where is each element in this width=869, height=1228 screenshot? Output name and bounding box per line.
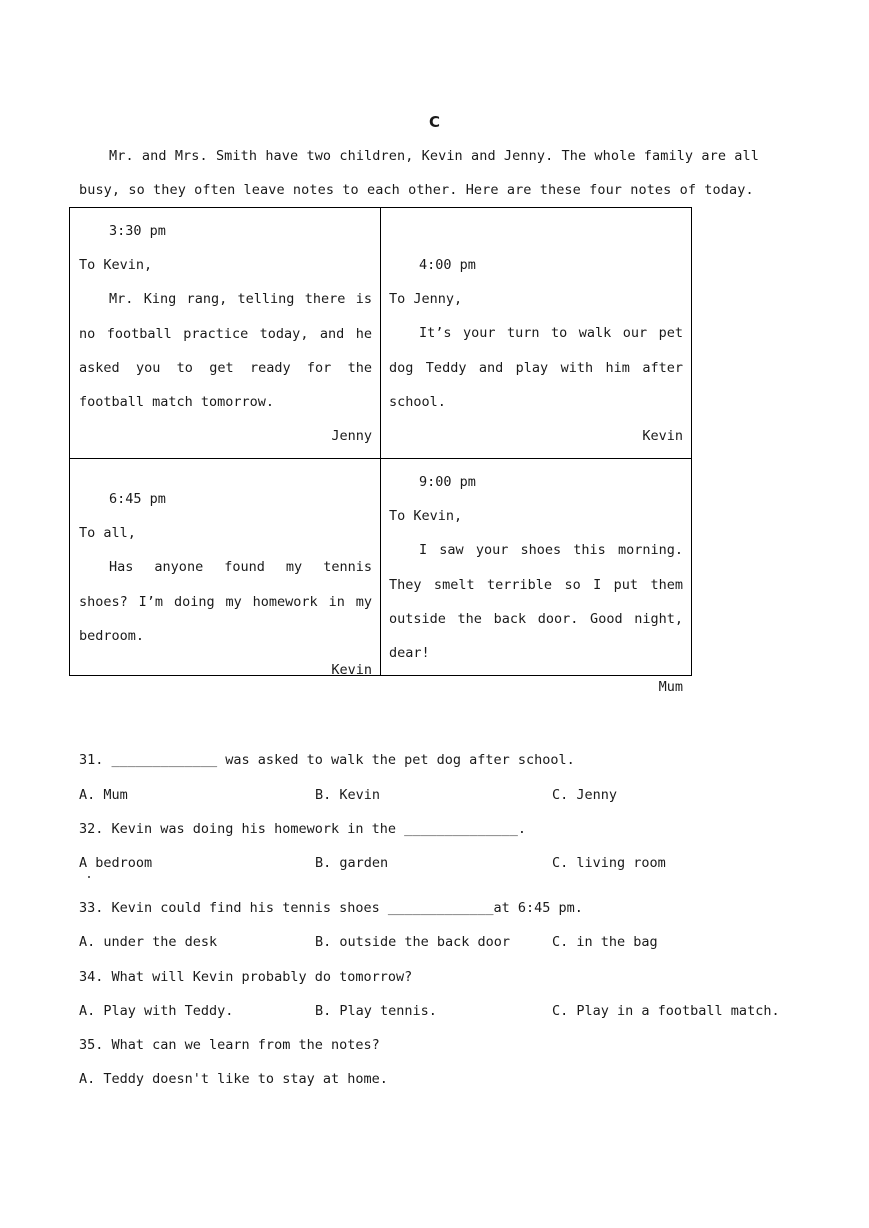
question-31: 31. _____________ was asked to walk the pet dog after school. [79,752,575,768]
note-body: Has anyone found my tennis shoes? I’m doing my homework in my bedroom. [79,559,372,644]
question-34: 34. What will Kevin probably do tomorrow? [79,969,413,985]
question-35: 35. What can we learn from the notes? [79,1037,380,1053]
note-body: It’s your turn to walk our pet dog Teddy and play with him after school. [389,325,683,410]
option-c: C. living room [552,855,666,871]
table-horizontal-divider [70,458,691,459]
note-time: 3:30 pm [109,223,166,239]
note-signature: Mum [658,679,683,696]
note-cell [389,465,683,704]
note-cell [79,482,372,687]
note-recipient: To all, [79,525,136,542]
note-time: 9:00 pm [419,474,476,490]
note-signature: Kevin [331,662,372,679]
option-b: B. Play tennis. [315,1003,437,1019]
option-c: C. Play in a football match. [552,1003,780,1019]
option-a: A. under the desk [79,934,218,950]
note-time: 6:45 pm [109,491,166,507]
note-recipient: To Kevin, [79,257,153,274]
note-signature: Jenny [331,428,372,445]
question-33: 33. Kevin could find his tennis shoes _____________at 6:45 pm. [79,900,583,916]
table-vertical-divider [380,208,381,675]
option-c: C. in the bag [552,934,658,950]
option-b: B. Kevin [315,787,381,803]
note-time: 4:00 pm [419,257,476,273]
option-a: A. Teddy doesn't like to stay at home. [79,1071,388,1087]
note-body: I saw your shoes this morning. They smelt terrible so I put them outside the back door. Good night, dear! [389,542,683,662]
note-recipient: To Kevin, [389,508,463,525]
note-cell [389,248,683,453]
question-32: 32. Kevin was doing his homework in the ______________. [79,821,527,837]
option-b: B. outside the back door [315,934,511,950]
intro-paragraph: Mr. and Mrs. Smith have two children, Kevin and Jenny. The whole family are all busy, so they often leave notes to each other. Here are these four notes of today. [79,148,759,198]
notes-table [69,207,692,696]
option-a: A bedroom [79,855,153,871]
stray-dot [88,876,90,878]
option-a: A. Mum [79,787,128,803]
section-heading: C [428,113,440,131]
option-a: A. Play with Teddy. [79,1003,234,1019]
option-c: C. Jenny [552,787,618,803]
option-b: B. garden [315,855,389,871]
note-signature: Kevin [642,428,683,445]
note-body: Mr. King rang, telling there is no football practice today, and he asked you to get ready for the football match tomorrow. [79,291,372,411]
note-recipient: To Jenny, [389,291,463,308]
note-cell [79,214,372,453]
